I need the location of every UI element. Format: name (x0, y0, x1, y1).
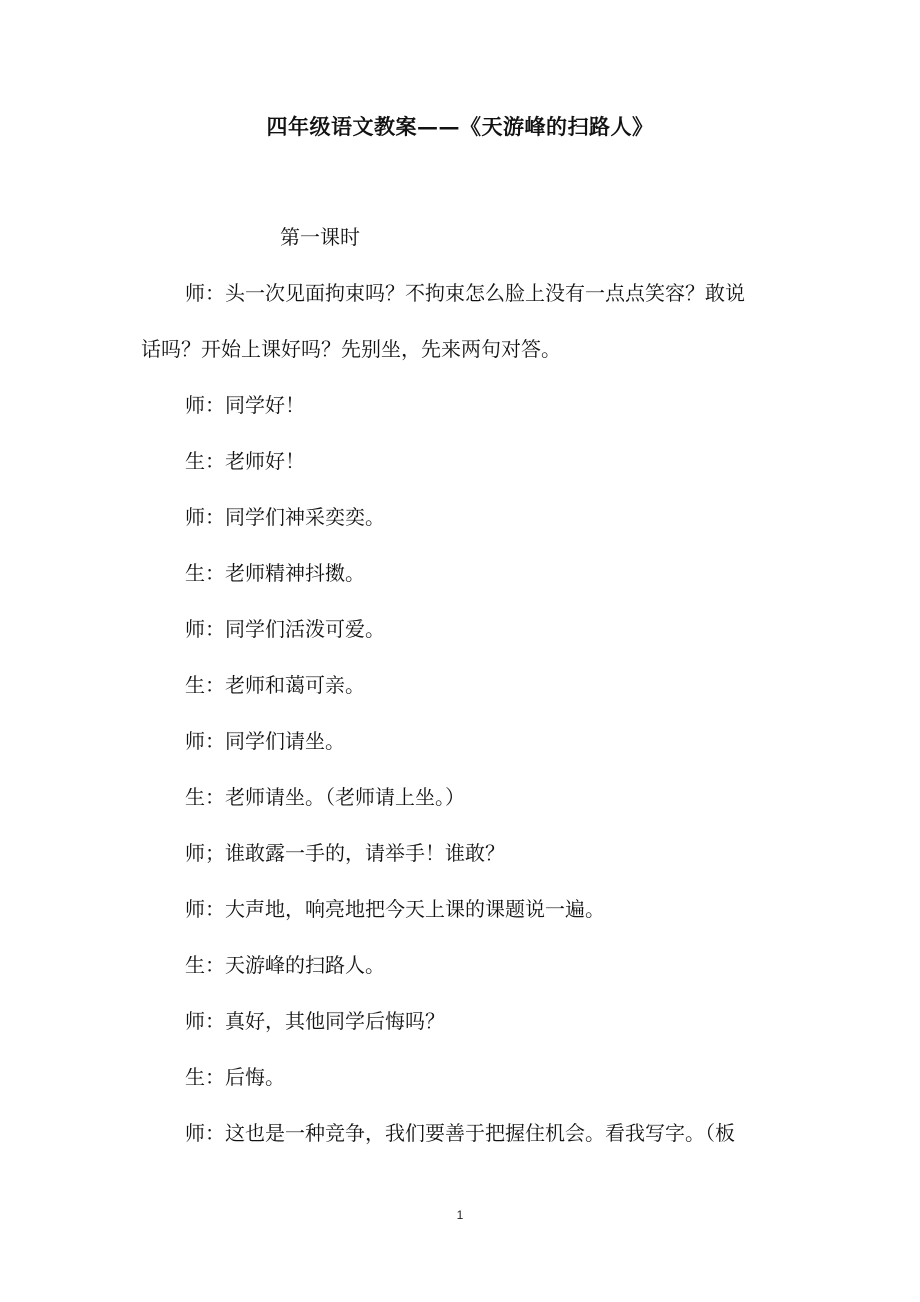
paragraph-line: 话吗？开始上课好吗？先别坐，先来两句对答。 (141, 337, 561, 361)
paragraph-line: 师：头一次见面拘束吗？不拘束怎么脸上没有一点点笑容？敢说 (185, 281, 745, 305)
document-title: 四年级语文教案——《天游峰的扫路人》 (266, 114, 654, 139)
dialogue-line: 生：后悔。 (185, 1065, 285, 1089)
dialogue-line: 师：同学们请坐。 (185, 729, 345, 753)
dialogue-line: 生：天游峰的扫路人。 (185, 953, 385, 977)
dialogue-line: 生：老师精神抖擞。 (185, 561, 365, 585)
dialogue-line: 师：同学好！ (185, 393, 305, 417)
dialogue-line: 生：老师和蔼可亲。 (185, 673, 365, 697)
dialogue-line: 生：老师好！ (185, 449, 305, 473)
page-number: 1 (456, 1208, 464, 1222)
section-heading: 第一课时 (280, 225, 360, 249)
dialogue-line: 师：大声地，响亮地把今天上课的课题说一遍。 (185, 897, 605, 921)
dialogue-line: 生：老师请坐。（老师请上坐。） (185, 785, 465, 809)
dialogue-line: 师；谁敢露一手的，请举手！谁敢？ (185, 841, 505, 865)
dialogue-line: 师：同学们神采奕奕。 (185, 505, 385, 529)
dialogue-line: 师：真好，其他同学后悔吗？ (185, 1009, 445, 1033)
dialogue-line: 师：这也是一种竞争，我们要善于把握住机会。看我写字。（板 (185, 1121, 735, 1145)
dialogue-line: 师：同学们活泼可爱。 (185, 617, 385, 641)
